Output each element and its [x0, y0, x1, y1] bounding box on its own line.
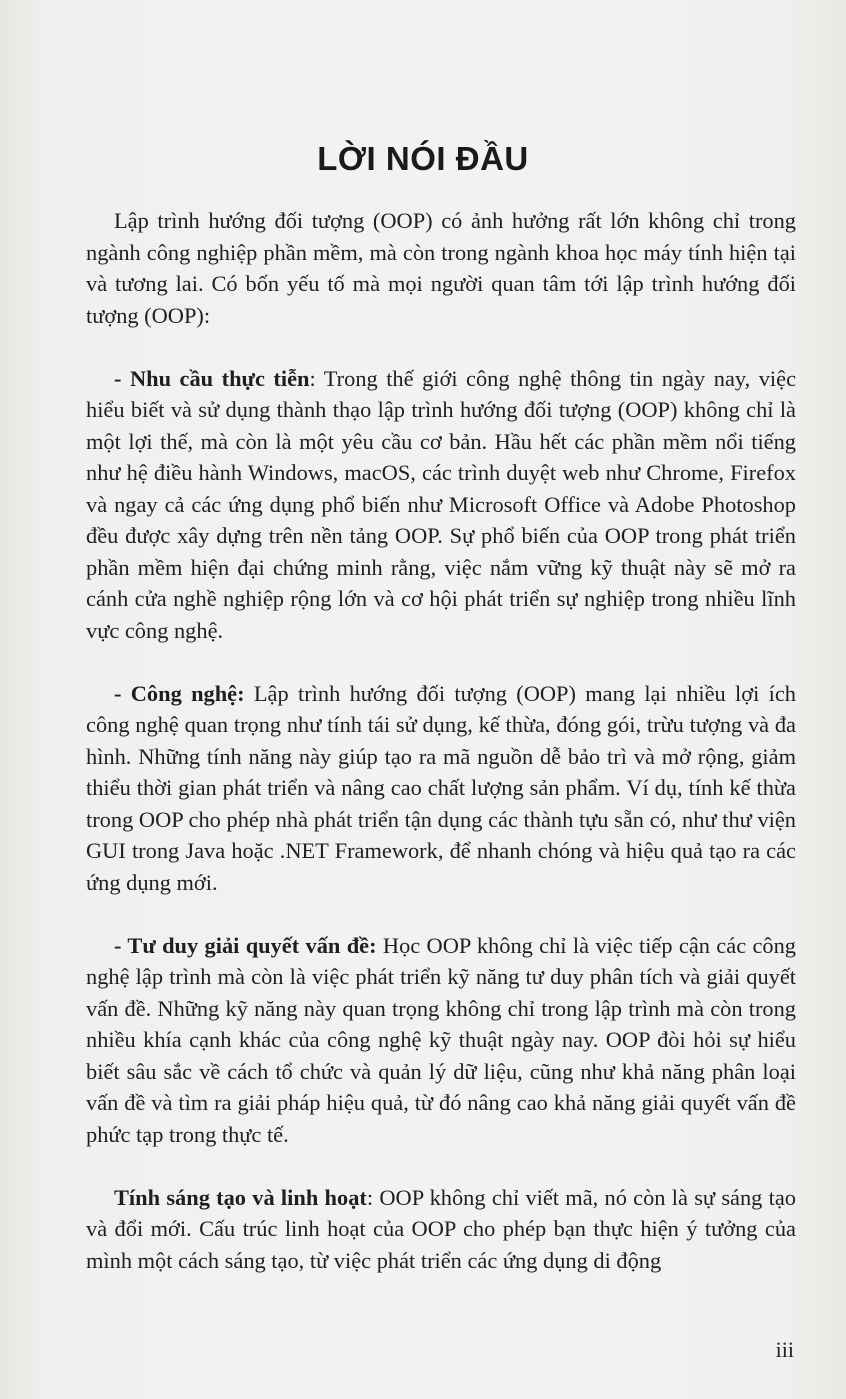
section-lead: - Công nghệ: — [114, 680, 245, 706]
page-title: LỜI NÓI ĐẦU — [317, 140, 529, 177]
section-text: Học OOP không chỉ là việc tiếp cận các công nghệ lập trình mà còn là việc phát triển kỹ năng tư duy phân tích và giải quyết vấn đề. Những kỹ năng này quan trọng không chỉ trong lập trình mà còn trong nhiều khía cạnh khác của công nghệ kỹ thuật ngày nay. OOP đòi hỏi sự hiểu biết sâu sắc về cách tổ chức và quản lý dữ liệu, cũng như khả năng phân loại vấn đề và tìm ra giải pháp hiệu quả, từ đó nâng cao khả năng giải quyết vấn đề phức tạp trong thực tế. — [86, 932, 796, 1147]
section-paragraph-creativity — [86, 1182, 796, 1277]
section-paragraph-technology — [86, 678, 796, 899]
page-number: iii — [775, 1337, 794, 1362]
body-text — [86, 205, 796, 1308]
section-lead: - Tư duy giải quyết vấn đề: — [114, 932, 377, 958]
section-paragraph-problem-solving — [86, 930, 796, 1151]
section-text: Lập trình hướng đối tượng (OOP) mang lại nhiều lợi ích công nghệ quan trọng như tính tái sử dụng, kế thừa, đóng gói, trừu tượng và đa hình. Những tính năng này giúp tạo ra mã nguồn dễ bảo trì và mở rộng, giảm thiểu thời gian phát triển và nâng cao chất lượng sản phẩm. Ví dụ, tính kế thừa trong OOP cho phép nhà phát triển tận dụng các thành tựu sẵn có, như thư viện GUI trong Java hoặc .NET Framework, để nhanh chóng và hiệu quả tạo ra các ứng dụng mới. — [86, 680, 796, 895]
section-text: : Trong thế giới công nghệ thông tin ngày nay, việc hiểu biết và sử dụng thành thạo lập trình hướng đối tượng (OOP) không chỉ là một lợi thế, mà còn là một yêu cầu cơ bản. Hầu hết các phần mềm nổi tiếng như hệ điều hành Windows, macOS, các trình duyệt web như Chrome, Firefox và ngay cả các ứng dụng phổ biến như Microsoft Office và Adobe Photoshop đều được xây dựng trên nền tảng OOP. Sự phổ biến của OOP trong phát triển phần mềm hiện đại chứng minh rằng, việc nắm vững kỹ thuật này sẽ mở ra cánh cửa nghề nghiệp rộng lớn và cơ hội phát triển sự nghiệp trong nhiều lĩnh vực công nghệ. — [86, 365, 797, 643]
section-paragraph-practical-needs — [86, 363, 796, 647]
section-text: : OOP không chỉ viết mã, nó còn là sự sáng tạo và đổi mới. Cấu trúc linh hoạt của OOP cho phép bạn thực hiện ý tưởng của mình một cách sáng tạo, từ việc phát triển các ứng dụng di động — [86, 1184, 796, 1273]
section-lead: Tính sáng tạo và linh hoạt — [114, 1184, 367, 1210]
intro-paragraph: Lập trình hướng đối tượng (OOP) có ảnh hưởng rất lớn không chỉ trong ngành công nghiệp phần mềm, mà còn trong ngành khoa học máy tính hiện tại và tương lai. Có bốn yếu tố mà mọi người quan tâm tới lập trình hướng đối tượng (OOP): — [86, 208, 796, 328]
section-lead: - Nhu cầu thực tiễn — [114, 365, 310, 391]
